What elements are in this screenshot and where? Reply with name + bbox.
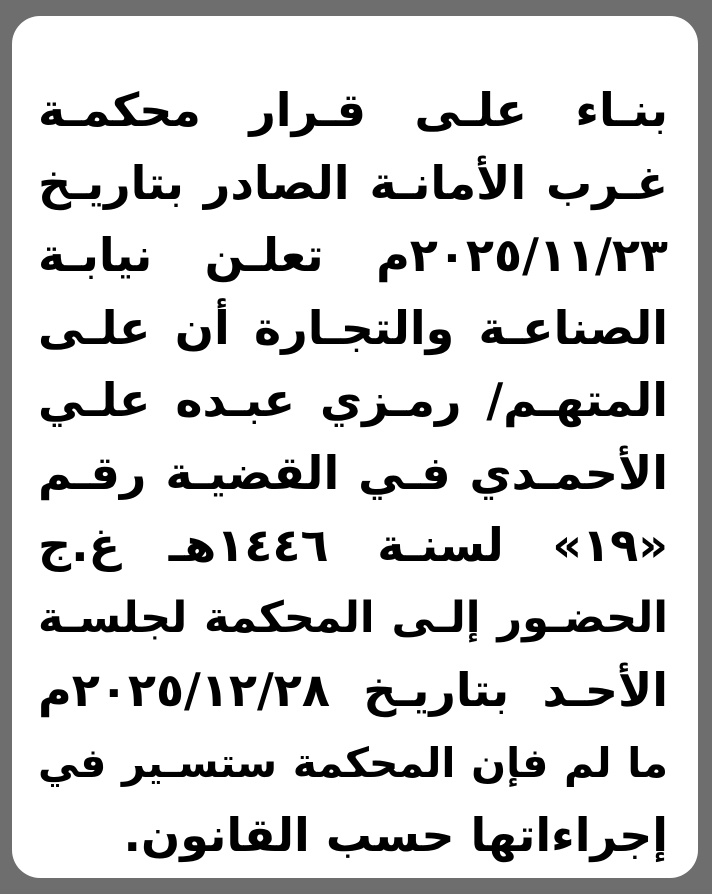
- notice-line-1: بنـاء علـى قـرار محكمـة: [38, 83, 668, 137]
- notice-line-8: الحضـور إلـى المحكمة لجلسـة: [38, 592, 668, 643]
- notice-line-10: ما لم فإن المحكمة ستسـير في: [38, 738, 668, 787]
- notice-line-6: الأحمـدي فـي القضيـة رقـم: [38, 445, 668, 500]
- notice-line-5: المتهـم/ رمـزي عبـده علـي: [38, 373, 668, 427]
- notice-line-4: الصناعـة والتجـارة أن علـى: [38, 300, 668, 355]
- notice-line-9: الأحـد بتاريـخ ٢٠٢٥/١٢/٢٨م: [38, 663, 668, 717]
- notice-text: [38, 74, 668, 872]
- legal-notice-card: [12, 16, 698, 878]
- notice-line-11: إجراءاتها حسب القانون.: [123, 808, 668, 862]
- notice-line-3: ٢٠٢٥/١١/٢٣م تعلـن نيابـة: [38, 228, 668, 282]
- notice-line-2: غـرب الأمانـة الصادر بتاريـخ: [38, 155, 668, 210]
- notice-line-7: «١٩» لسنـة ١٤٤٦هـ غ.ج: [38, 518, 668, 572]
